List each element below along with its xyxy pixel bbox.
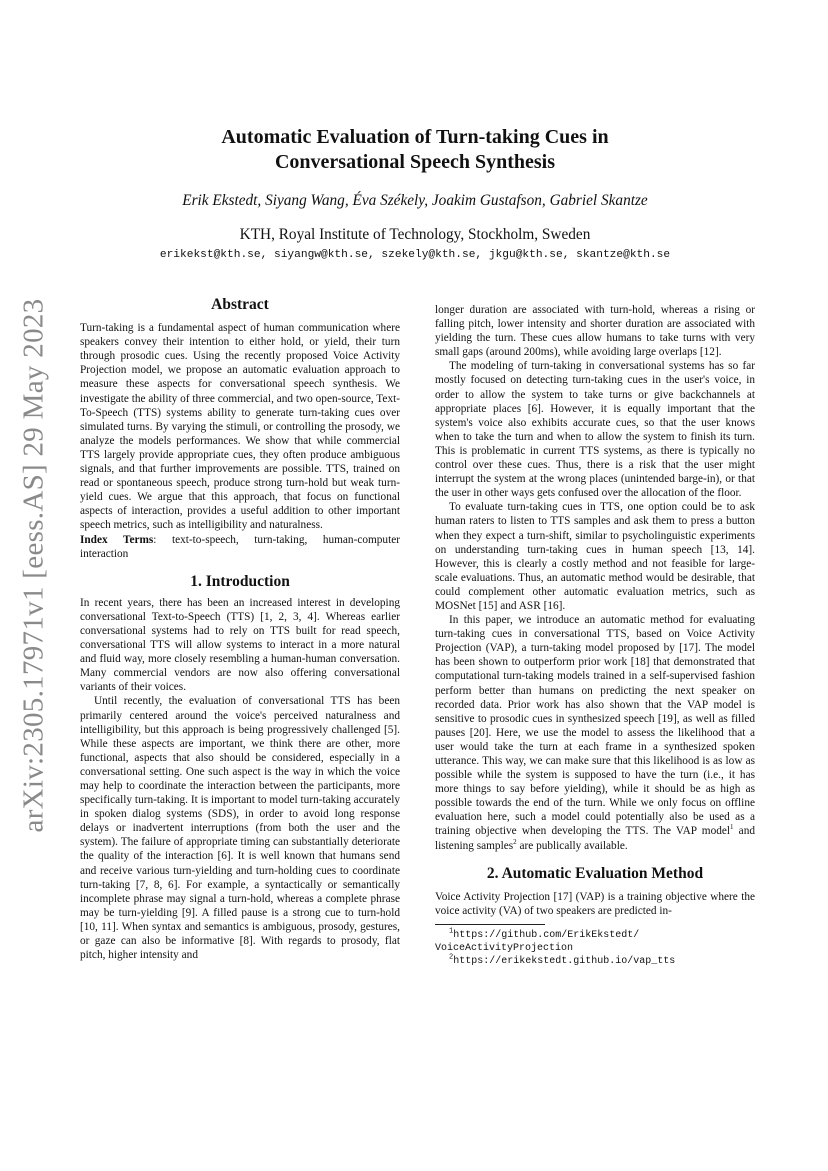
left-column: [80, 298, 400, 962]
abstract-heading: Abstract: [211, 296, 269, 313]
intro-heading: 1. Introduction: [190, 572, 290, 590]
footnote-1-url-a: https://github.com/ErikEkstedt/: [453, 929, 640, 941]
footnote-rule: [435, 924, 545, 925]
footnote-1-number: 1: [449, 927, 454, 936]
arxiv-id: arXiv:2305.17971v1 [eess.AS] 29 May 2023: [17, 298, 50, 832]
index-terms-label: Index Terms: [80, 533, 154, 546]
intro-p5-text: In this paper, we introduce an automatic method for evaluating turn-taking cues in conversational TTS, based on Voice Activity Projection (VAP), a turn-taking model proposed by [17]. The model has been shown to outperform prior work [18] that demonstrated that computational turn-taking models trained in a self-supervised fashion perform better than humans on predicting the next speaker on recorded data. Prior work has also shown that the VAP model is sensitive to prosodic cues in synthesized speech [19], as well as filled pauses [20]. Here, we use the model to assess the likelihood that a user would take the turn at each frame in a synthesized spoken utterance. This way, we can make sure that this likelihood is as low as possible while the system is supposed to have the turn (i.e., it has more things to say before yielding), while it should be as high as possible towards the end of the turn. While we only focus on offline evaluation here, such a model could potentially also be used as a training objective when developing the TTS. The VAP model: [435, 614, 755, 838]
affiliation: KTH, Royal Institute of Technology, Stockholm, Sweden: [239, 226, 591, 243]
method-heading: 2. Automatic Evaluation Method: [486, 864, 704, 882]
arxiv-watermark: [14, 298, 54, 832]
footnote-1: [435, 929, 755, 955]
title-line-1: Automatic Evaluation of Turn-taking Cues in: [221, 126, 609, 148]
intro-paragraph-3: The modeling of turn-taking in conversational systems has so far mostly focused on detecting turn-taking cues in the user's voice, in order to allow the system to take turns or give backchannels at appropriate places [6]. However, it is equally important that the system's voice also exhibits accurate cues, so that the user knows when to take the turn and when to allow the system to finish its turn. This is problematic in current TTS systems, as there is typically no control over these cues. Thus, there is a risk that the user might interrupt the system at the wrong places (unintended barge-in), or that the user in other ways gets confused over the allocation of the floor.: [435, 360, 755, 500]
footnote-2: [435, 955, 755, 968]
abstract-body: Turn-taking is a fundamental aspect of human communication where speakers convey their intention to either hold, or yield, their turn through prosodic cues. Using the recently proposed Voice Activity Projection model, we propose an automatic evaluation approach to measure these aspects for conversational speech synthesis. We investigate the ability of three commercial, and two open-source, Text-To-Speech (TTS) systems ability to generate turn-taking cues over simulated turns. By varying the stimuli, or controlling the prosody, we analyze the models performances. We show that while commercial TTS largely provide appropriate cues, they often produce ambiguous signals, and that further improvements are possible. TTS, trained on read or spontaneous speech, produce strong turn-hold but weak turn-yield cues. We argue that this approach, that focus on functional aspects of interaction, provides a useful addition to other important speech metrics, such as intelligibility and naturalness.: [80, 322, 400, 532]
authors: Erik Ekstedt, Siyang Wang, Éva Székely, Joakim Gustafson, Gabriel Skantze: [182, 192, 648, 209]
footnote-2-number: 2: [449, 953, 454, 962]
index-terms: [80, 533, 400, 561]
footnote-ref-1: 1: [730, 823, 734, 832]
footnote-2-url: https://erikekstedt.github.io/vap_tts: [453, 955, 676, 967]
intro-p5-end: are publically available.: [516, 839, 628, 852]
intro-paragraph-4: To evaluate turn-taking cues in TTS, one option could be to ask human raters to listen to TTS samples and ask them to press a button when they expect a turn-shift, similar to psycholinguistic experiments on understanding turn-taking cues in human speech [13, 14]. However, this is clearly a costly method and not feasible for large-scale evaluations. Thus, an automatic method would be desirable, that could complement other automatic evaluation metrics, such as MOSNet [15] and ASR [16].: [435, 501, 755, 612]
author-emails: erikekst@kth.se, siyangw@kth.se, szekely@kth.se, jkgu@kth.se, skantze@kth.se: [159, 249, 671, 261]
footnote-ref-2: 2: [513, 837, 517, 846]
index-terms-text: : text-to-speech, turn-taking, human-computer interaction: [80, 533, 400, 560]
intro-paragraph-5: [435, 613, 755, 853]
intro-paragraph-2: Until recently, the evaluation of conversational TTS has been primarily centered around the voice's perceived naturalness and intelligibility, but this approach is being progressively challenged [5]. While these aspects are important, we think there are other, more functional, aspects that also should be considered, especially in a conversational setting. One such aspect is the way in which the voice may help to coordinate the interaction between the participants, more specifically turn-taking. It is important to model turn-taking accurately in spoken dialog systems (SDS), in order to avoid long response delays or inadvertent interruptions (from both the user and the system). The failure of appropriate timing can substantially deteriorate the quality of the interaction [6]. It is well known that humans send and receive various turn-yielding and turn-holding cues to coordinate turn-taking [7, 8, 6]. For example, a syntactically or semantically incomplete phrase may signal a turn-hold, whereas a complete phrase may be turn-yielding [9]. A filled pause is a strong cue to turn-hold [10, 11]. When syntax and semantics is ambiguous, prosody, gestures, or gaze can also be informative [8]. With regards to prosody, flat pitch, higher intensity and: [80, 695, 400, 962]
paper-title: [80, 125, 750, 175]
intro-p5-mid: and listening samples: [435, 825, 755, 852]
right-column: [435, 303, 755, 968]
title-line-2: Conversational Speech Synthesis: [274, 151, 556, 173]
method-paragraph-1: Voice Activity Projection [17] (VAP) is a training objective where the voice activity (VA) of two speakers are predicted in-: [435, 890, 755, 917]
intro-paragraph-2-cont: longer duration are associated with turn-hold, whereas a rising or falling pitch, lower intensity and shorter duration are associated with yielding the turn. These cues allow humans to take turns with very small gaps (around 200ms), while avoiding large overlaps [12].: [435, 304, 755, 359]
intro-paragraph-1: In recent years, there has been an increased interest in developing conversational Text-to-Speech (TTS) [1, 2, 3, 4]. Whereas earlier conversational systems had to rely on TTS built for read speech, conversational TTS will allow systems to interact in a more natural and fluid way, more closely resembling a human-human conversation. Many commercial vendors are now also offering conversational variants of their voices.: [80, 596, 400, 694]
footnote-1-url-b: VoiceActivityProjection: [435, 942, 574, 954]
